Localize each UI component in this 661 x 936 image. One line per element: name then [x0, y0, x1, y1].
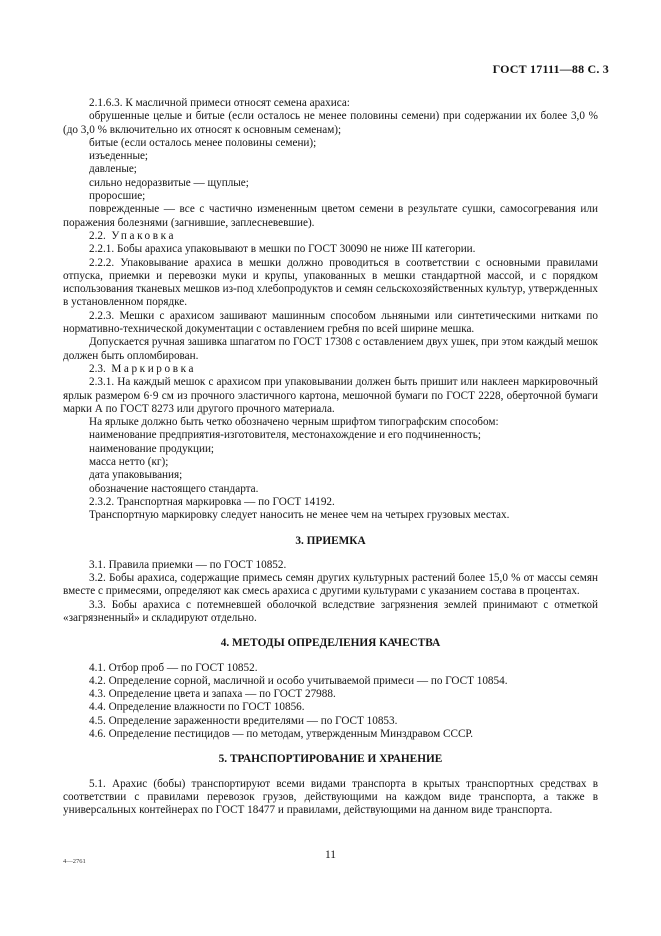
paragraph: 4.6. Определение пестицидов — по методам, утвержденным Минздравом СССР. — [89, 728, 474, 741]
paragraph: 3.1. Правила приемки — по ГОСТ 10852. — [89, 558, 287, 571]
paragraph: Допускается ручная зашивка шпагатом по ГОСТ 17308 с оставлением двух ушек, при этом каждый мешок должен быть опломбирован. — [63, 336, 598, 362]
paragraph: 2.2.3. Мешки с арахисом зашивают машинным способом льняными или синтетическими нитками по нормативно-технической документации с оставлением гребня по всей ширине мешка. — [63, 309, 598, 336]
subsection-heading-packaging — [63, 230, 598, 243]
paragraph: 3.2. Бобы арахиса, содержащие примесь семян других культурных растений более 15,0 % от массы семян вместе с примесями, определяют как смесь арахиса с другими культурами с указанием состава в процентах. — [63, 572, 598, 598]
subsection-title: Маркировка — [111, 362, 197, 375]
paragraph: 4.3. Определение цвета и запаха — по ГОСТ 27988. — [89, 688, 336, 701]
paragraph: На ярлыке должно быть четко обозначено черным шрифтом типографским способом: — [89, 416, 499, 429]
list-item: давленые; — [89, 163, 137, 176]
print-code: 4—2761 — [63, 858, 86, 865]
paragraph: 4.5. Определение зараженности вредителями — по ГОСТ 10853. — [89, 714, 398, 727]
list-item: обрушенные целые и битые (если осталось не менее половины семени) при содержании их более 3,0 % (до 3,0 % включительно их относят к основным семенам); — [63, 110, 598, 136]
document-body — [63, 97, 598, 818]
list-item: дата упаковывания; — [89, 469, 183, 482]
paragraph: 2.1.6.3. К масличной примеси относят семена арахиса: — [89, 97, 350, 109]
paragraph: 4.2. Определение сорной, масличной и особо учитываемой примеси — по ГОСТ 10854. — [89, 674, 508, 687]
section-heading-transport-storage: 5. ТРАНСПОРТИРОВАНИЕ И ХРАНЕНИЕ — [218, 753, 443, 766]
paragraph: 2.2.1. Бобы арахиса упаковывают в мешки по ГОСТ 30090 не ниже III категории. — [89, 243, 476, 256]
section-heading-acceptance: 3. ПРИЕМКА — [295, 534, 366, 547]
subsection-number: 2.3. — [89, 362, 106, 375]
page-number: 11 — [324, 849, 337, 861]
paragraph: 3.3. Бобы арахиса с потемневшей оболочкой вследствие загрязнения землей принимают с отметкой «загрязненный» и складируют отдельно. — [63, 598, 598, 624]
list-item: поврежденные — все с частично измененным цветом семени в результате сушки, самосогревания или поражения болезнями (загнившие, заплесневевшие). — [63, 203, 598, 229]
subsection-heading-marking — [63, 363, 598, 376]
list-item: сильно недоразвитые — щуплые; — [89, 176, 249, 189]
paragraph: 4.4. Определение влажности по ГОСТ 10856. — [89, 701, 305, 714]
paragraph: Транспортную маркировку следует наносить не менее чем на четырех грузовых местах. — [89, 509, 510, 522]
subsection-title: Упаковка — [111, 229, 177, 242]
list-item: обозначение настоящего стандарта. — [89, 482, 259, 495]
paragraph: 5.1. Арахис (бобы) транспортируют всеми видами транспорта в крытых транспортных средствах в соответствии с правилами перевозок грузов, действующими на каждом виде транспорта, а также в универсальных контейнерах по ГОСТ 18477 и правилами, действующими на данном виде транспорта. — [63, 777, 598, 817]
list-item: наименование предприятия-изготовителя, местонахождение и его подчиненность; — [89, 429, 481, 442]
list-item: изъеденные; — [89, 150, 149, 163]
section-heading-quality-methods: 4. МЕТОДЫ ОПРЕДЕЛЕНИЯ КАЧЕСТВА — [220, 637, 441, 650]
list-item: наименование продукции; — [89, 442, 215, 455]
paragraph: 2.3.2. Транспортная маркировка — по ГОСТ 14192. — [89, 495, 335, 508]
subsection-number: 2.2. — [89, 229, 106, 242]
paragraph: 2.2.2. Упаковывание арахиса в мешки должно проводиться в соответствии с основными правилами отпуска, приемки и перевозки муки и крупы, упакованных в мешки стандартной массой, и с порядком использования тканевых мешков из-под хлебопродуктов и семян сельскохозяйственных культур, утвержденных в установленном порядке. — [63, 256, 598, 309]
list-item: битые (если осталось менее половины семени); — [89, 136, 317, 149]
paragraph: 2.3.1. На каждый мешок с арахисом при упаковывании должен быть пришит или наклеен маркировочный ярлык размером 6·9 см из прочного эластичного картона, мешочной бумаги по ГОСТ 2228, оберточной бумаги марки А по ГОСТ 8273 или другого прочного материала. — [63, 376, 598, 415]
page-header: ГОСТ 17111—88 С. 3 — [492, 62, 609, 76]
list-item: проросшие; — [89, 190, 146, 203]
list-item: масса нетто (кг); — [89, 456, 169, 469]
paragraph: 4.1. Отбор проб — по ГОСТ 10852. — [89, 661, 258, 674]
